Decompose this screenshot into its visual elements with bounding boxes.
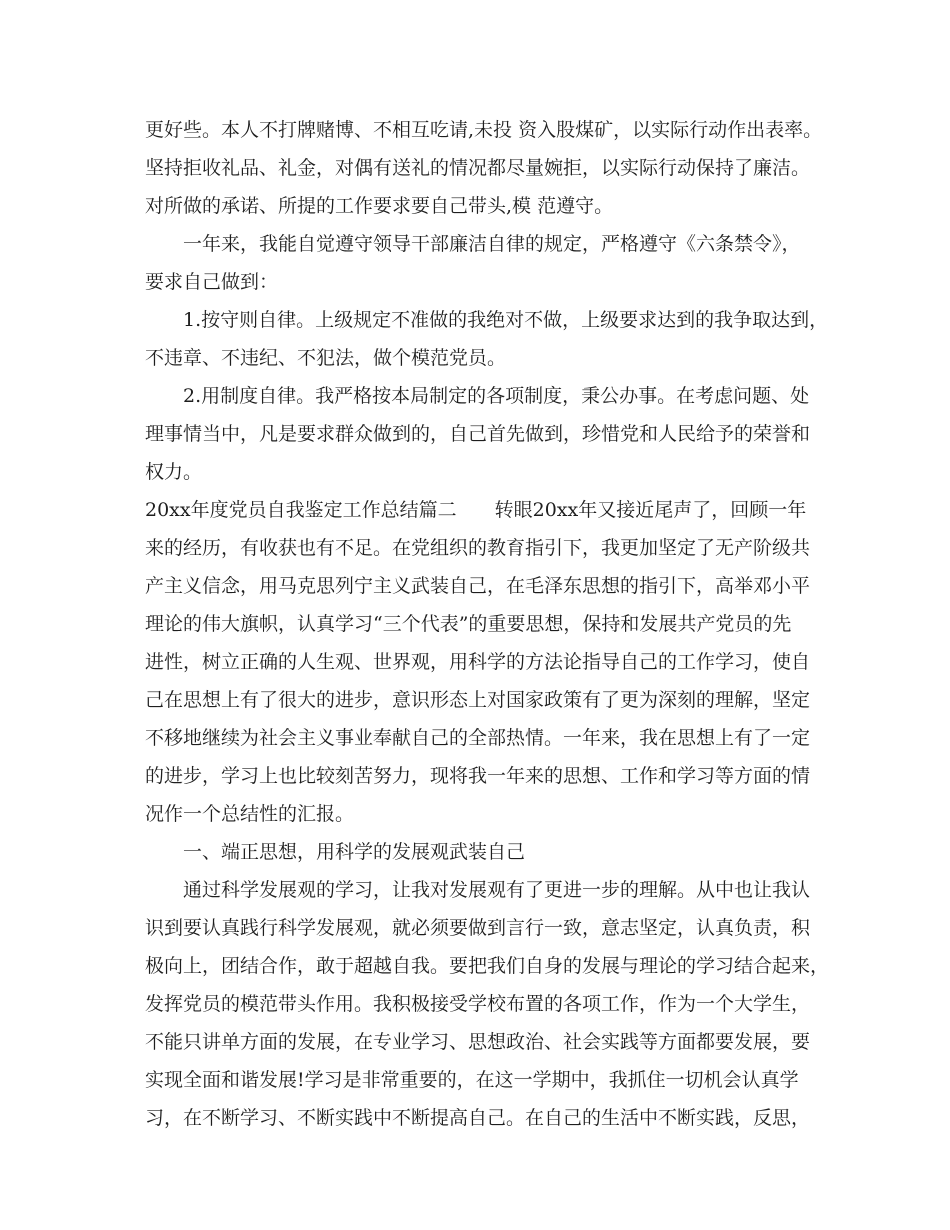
text-line: 1.按守则自律。上级规定不准做的我绝对不做，上级要求达到的我争取达到，: [183, 309, 829, 331]
text-line: 不能只讲单方面的发展，在专业学习、思想政治、社会实践等方面都要发展，要: [145, 1031, 811, 1053]
text-line: 更好些。本人不打牌赌博、不相互吃请,未投 资入股煤矿，以实际行动作出表率。: [145, 119, 823, 141]
text-line: 实现全面和谐发展!学习是非常重要的，在这一学期中，我抓住一切机会认真学: [145, 1069, 799, 1091]
text-line: 对所做的承诺、所提的工作要求要自己带头,模 范遵守。: [145, 195, 614, 217]
text-line: 产主义信念，用马克思列宁主义武装自己，在毛泽东思想的指引下，高举邓小平: [145, 575, 811, 597]
text-line: 进性，树立正确的人生观、世界观，用科学的方法论指导自己的工作学习，使自: [145, 651, 811, 673]
text-line: 况作一个总结性的汇报。: [145, 803, 355, 825]
text-line: 不移地继续为社会主义事业奉献自己的全部热情。一年来，我在思想上有了一定: [145, 727, 811, 749]
text-line: 识到要认真践行科学发展观，就必须要做到言行一致，意志坚定，认真负责，积: [145, 917, 811, 939]
text-line: 2.用制度自律。我严格按本局制定的各项制度，秉公办事。在考虑问题、处: [183, 385, 810, 407]
text-line: 要求自己做到：: [145, 271, 279, 293]
text-line: 来的经历，有收获也有不足。在党组织的教育指引下，我更加坚定了无产阶级共: [145, 537, 811, 559]
text-line: 20xx年度党员自我鉴定工作总结篇二 转眼20xx年又接近尾声了，回顾一年: [145, 499, 807, 521]
text-line: 的进步，学习上也比较刻苦努力，现将我一年来的思想、工作和学习等方面的情: [145, 765, 811, 787]
section-heading: 一、端正思想，用科学的发展观武装自己: [183, 841, 526, 863]
text-line: 权力。: [145, 461, 203, 483]
text-line: 不违章、不违纪、不犯法，做个模范党员。: [145, 347, 507, 369]
text-line: 理论的伟大旗帜，认真学习“三个代表”的重要思想，保持和发展共产党员的先: [145, 613, 792, 635]
text-line: 通过科学发展观的学习，让我对发展观有了更进一步的理解。从中也让我认: [183, 879, 811, 901]
text-line: 极向上，团结合作，敢于超越自我。要把我们自身的发展与理论的学习结合起来，: [145, 955, 830, 977]
text-line: 习，在不断学习、不断实践中不断提高自己。在自己的生活中不断实践，反思，: [145, 1107, 811, 1129]
text-line: 己在思想上有了很大的进步，意识形态上对国家政策有了更为深刻的理解，坚定: [145, 689, 811, 711]
text-line: 发挥党员的模范带头作用。我积极接受学校布置的各项工作，作为一个大学生，: [145, 993, 811, 1015]
text-line: 理事情当中，凡是要求群众做到的，自己首先做到，珍惜党和人民给予的荣誉和: [145, 423, 811, 445]
text-line: 坚持拒收礼品、礼金，对偶有送礼的情况都尽量婉拒，以实际行动保持了廉洁。: [145, 157, 811, 179]
text-line: 一年来，我能自觉遵守领导干部廉洁自律的规定，严格遵守《六条禁令》，: [183, 233, 801, 255]
